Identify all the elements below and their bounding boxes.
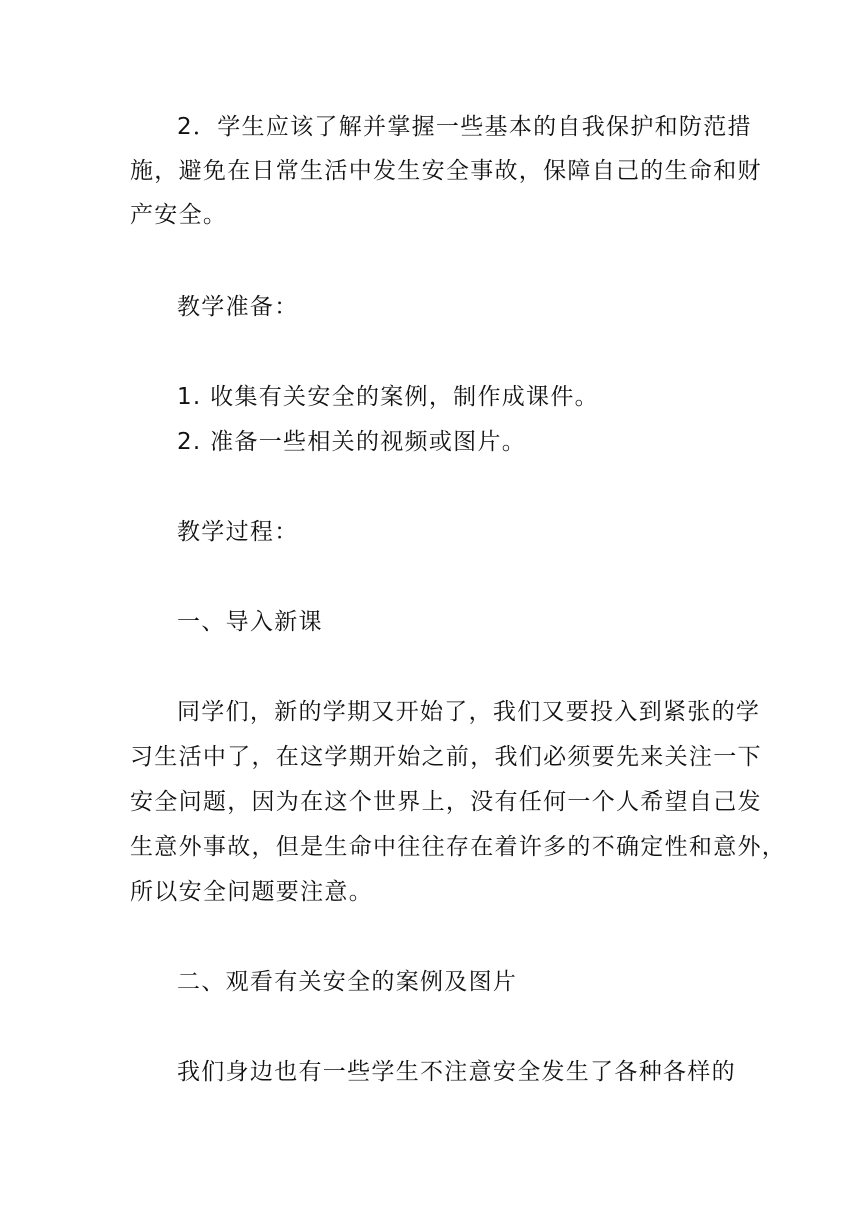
heading-teaching-preparation: 教学准备：	[177, 294, 299, 320]
paragraph-line: 安全问题，因为在这个世界上，没有任何一个人希望自己发	[130, 789, 762, 815]
paragraph-line: 2．学生应该了解并掌握一些基本的自我保护和防范措	[177, 114, 752, 140]
paragraph-line: 施，避免在日常生活中发生安全事故，保障自己的生命和财	[130, 158, 762, 184]
paragraph-line: 同学们，新的学期又开始了，我们又要投入到紧张的学	[177, 699, 761, 725]
paragraph-line: 习生活中了，在这学期开始之前，我们必须要先来关注一下	[130, 744, 762, 770]
list-item: 2. 准备一些相关的视频或图片。	[177, 429, 527, 455]
section-title-intro: 一、导入新课	[177, 609, 323, 635]
paragraph-line: 产安全。	[130, 202, 228, 228]
paragraph-line: 所以安全问题要注意。	[130, 879, 373, 905]
heading-teaching-process: 教学过程：	[177, 519, 299, 545]
paragraph-line: 我们身边也有一些学生不注意安全发生了各种各样的	[177, 1059, 736, 1085]
paragraph-line: 生意外事故，但是生命中往往存在着许多的不确定性和意外，	[130, 834, 787, 860]
list-item: 1. 收集有关安全的案例，制作成课件。	[177, 384, 599, 410]
section-title-cases: 二、观看有关安全的案例及图片	[177, 969, 518, 995]
